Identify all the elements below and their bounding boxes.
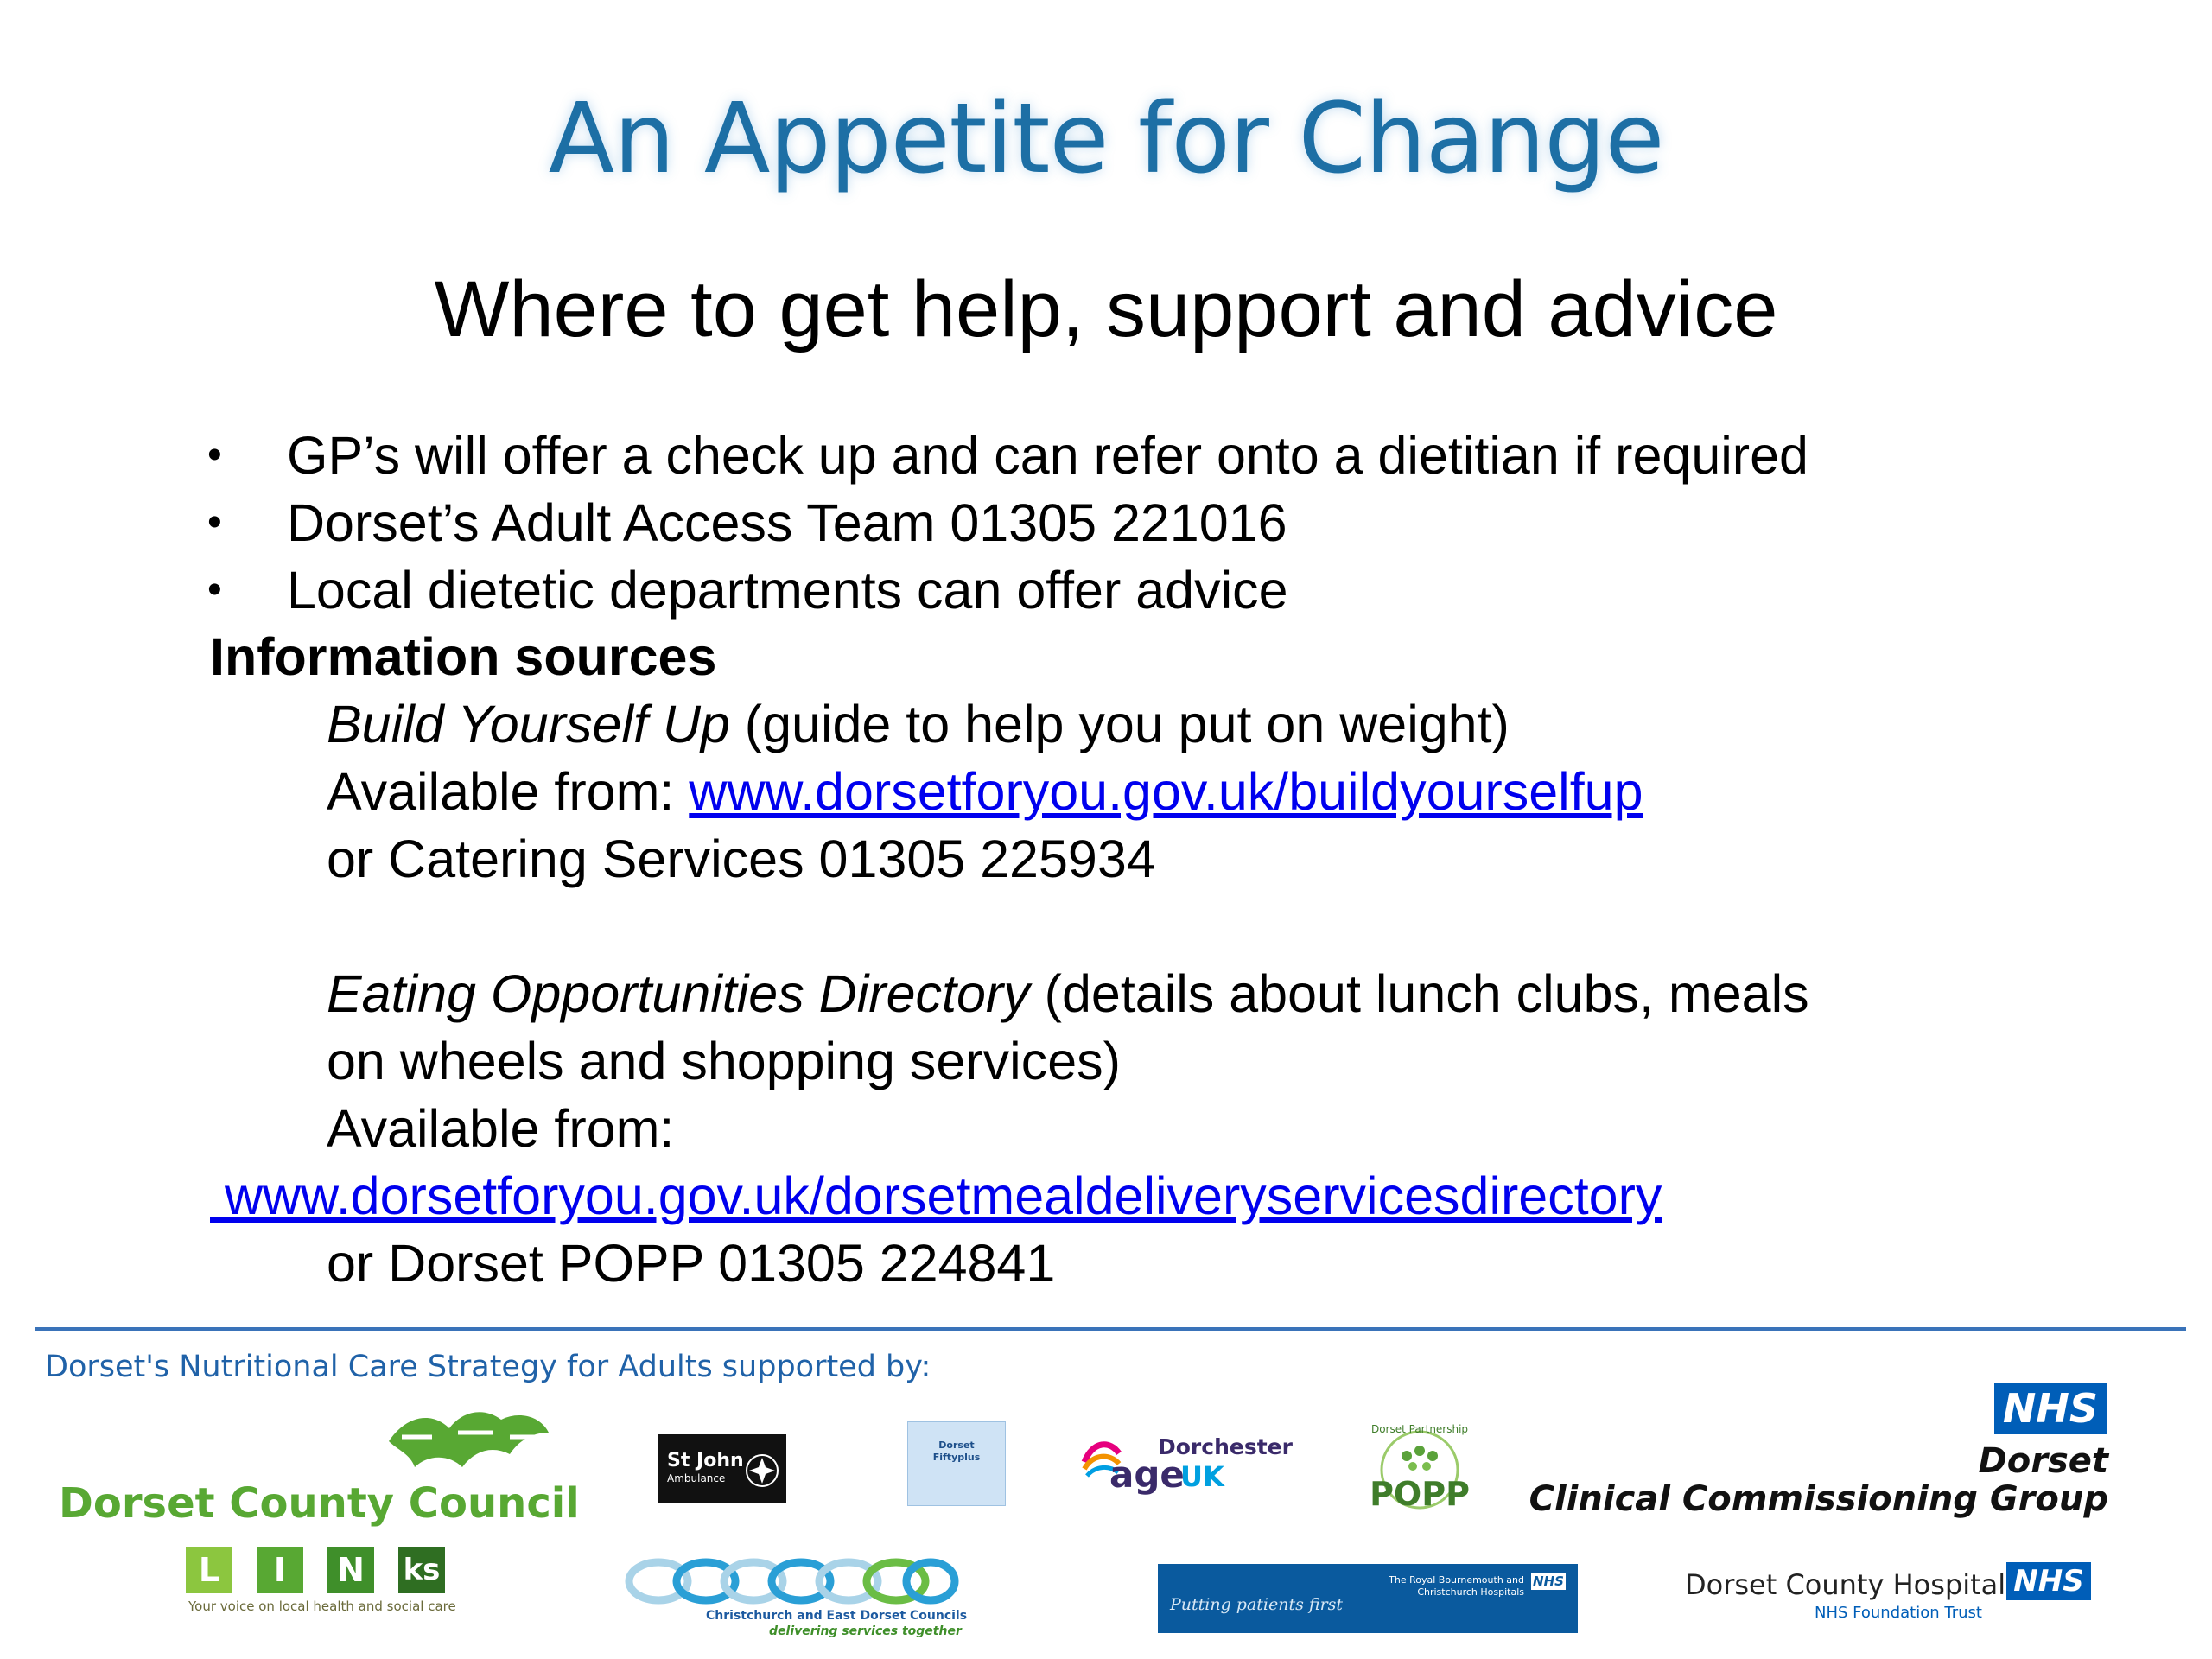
stjohn-line2: Ambulance [667,1472,726,1484]
guide1-desc: (guide to help you put on weight) [729,695,1510,753]
stjohn-line1: St John [667,1450,744,1471]
dch-nhs-badge: NHS [2006,1562,2091,1600]
bullet-item [207,556,2022,624]
ageuk-suffix: UK [1180,1460,1224,1493]
guide2-desc-line2: on wheels and shopping services) [327,1032,1121,1090]
help-bullet-list [207,422,2022,624]
christchurch-east-dorset-logo [624,1555,968,1642]
st-john-cross-icon [745,1453,779,1488]
page-subtitle: Where to get help, support and advice [434,265,1778,353]
rbch-name2: Christchurch Hospitals [1417,1586,1524,1598]
links-tagline: Your voice on local health and social care [188,1599,456,1614]
age-uk-logo [1073,1427,1293,1505]
guide1-link[interactable]: www.dorsetforyou.gov.uk/buildyourselfup [689,762,1643,821]
nhs-logo-badge: NHS [1994,1382,2107,1434]
guide1-title-line [327,690,1510,758]
guide2-title: Eating Opportunities Directory [327,964,1030,1023]
guide2-link-line [210,1162,1662,1230]
fiftyplus-line2: Fiftyplus [932,1452,981,1463]
popp-arc-text: Dorset Partnership [1370,1423,1469,1435]
bullet-dot-icon: • [207,432,222,478]
rbch-name1: The Royal Bournemouth and [1389,1574,1524,1586]
bullet-item [207,489,2022,556]
guide1-title: Build Yourself Up [327,695,730,753]
guide1-available-label: Available from: [327,762,690,821]
bullet-dot-icon: • [207,499,222,545]
links-letter-n: N [327,1547,374,1593]
links-letter-ks: ks [398,1547,445,1593]
fiftyplus-line1: Dorset [938,1440,975,1451]
guide1-available-line [327,758,1643,825]
guide2-desc: (details about lunch clubs, meals [1029,964,1809,1023]
dorset-dragon-logo-icon [380,1407,553,1478]
page-title: An Appetite for Change [548,83,1664,195]
bullet-text: GP’s will offer a check up and can refer onto a dietitian if required [287,426,1808,485]
popp-main-text: POPP [1370,1475,1470,1513]
guide2-title-line [327,960,1809,1027]
christchurch-line2: delivering services together [769,1624,962,1638]
bullet-text: Local dietetic departments can offer advice [287,561,1288,620]
links-letter-i: I [257,1547,303,1593]
bullet-dot-icon: • [207,567,222,613]
links-logo [186,1547,445,1595]
ccg-line1: Dorset [1978,1441,2108,1481]
guide2-link[interactable]: www.dorsetforyou.gov.uk/dorsetmealdeliveryservicesdirectory [210,1166,1662,1225]
dorset-fiftyplus-logo [907,1421,1006,1506]
christchurch-line1: Christchurch and East Dorset Councils [706,1609,968,1623]
rbch-nhs-badge: NHS [1531,1573,1566,1590]
dch-name: Dorset County Hospital [1685,1568,2006,1601]
dch-trust: NHS Foundation Trust [1815,1604,1982,1622]
guide1-alt-contact: or Catering Services 01305 225934 [327,830,1156,888]
rbch-motto: Putting patients first [1170,1595,1344,1614]
guide2-available-label: Available from: [327,1099,675,1158]
guide2-alt-contact: or Dorset POPP 01305 224841 [327,1234,1056,1293]
popp-logo [1363,1421,1476,1518]
dcc-logo-text: Dorset County Council [59,1479,580,1528]
ageuk-main: age [1109,1453,1185,1496]
footer-caption: Dorset's Nutritional Care Strategy for Adults supported by: [45,1350,931,1384]
footer-divider [35,1327,2186,1331]
rbch-logo [1158,1564,1578,1633]
links-letter-l: L [186,1547,232,1593]
st-john-ambulance-logo [658,1434,786,1503]
ageuk-top: Dorchester [1158,1434,1293,1459]
info-sources-heading: Information sources [210,627,717,686]
christchurch-chain-icon [624,1555,961,1607]
bullet-text: Dorset’s Adult Access Team 01305 221016 [287,493,1287,552]
bullet-item [207,422,2022,489]
ccg-line2: Clinical Commissioning Group [1529,1479,2108,1519]
